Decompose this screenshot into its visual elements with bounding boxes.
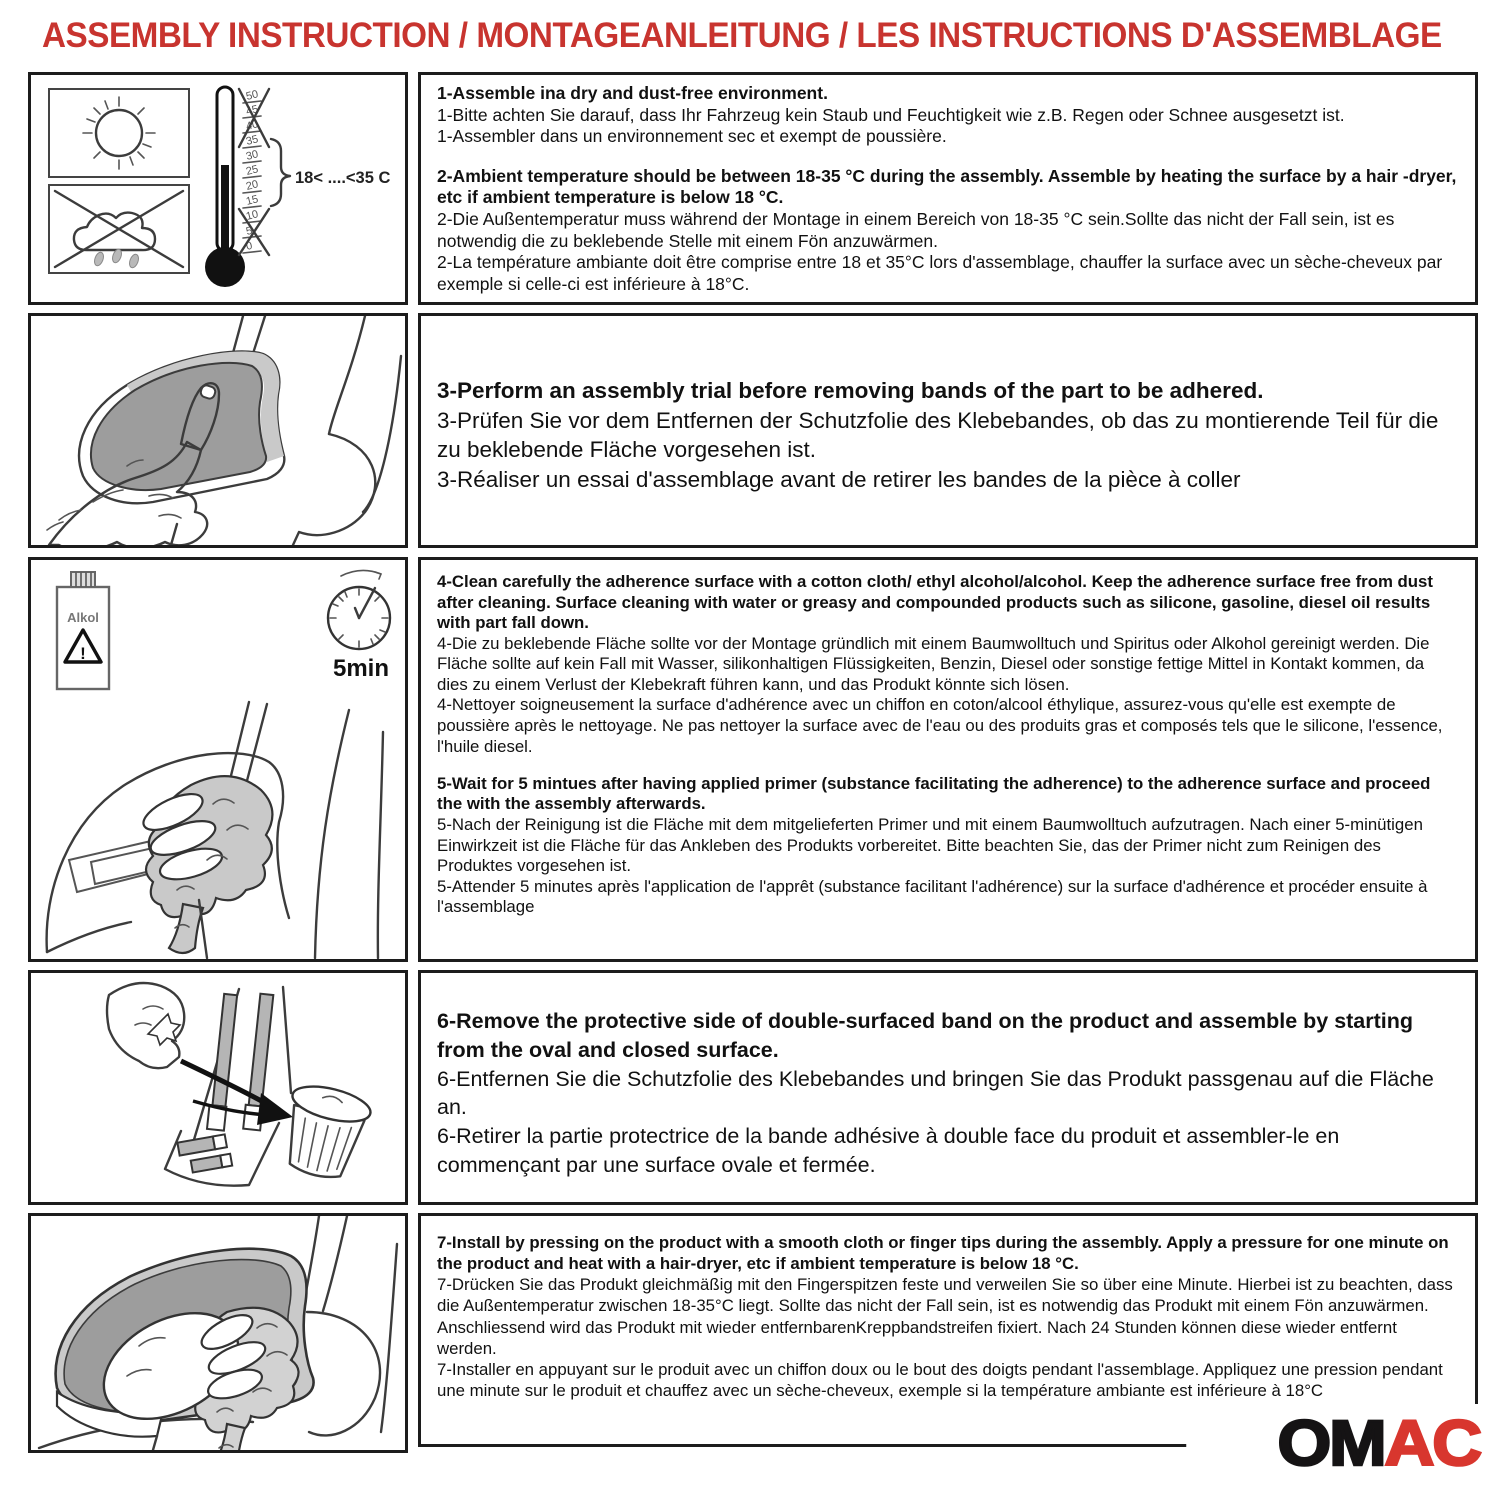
instruction-paragraph: 2-La température ambiante doit être comprise entre 18 et 35°C lors d'assemblage, chauffer la surface avec un sèche-cheveux par exemple si celle-ci est inférieure à 18°C. bbox=[437, 252, 1443, 294]
instruction-paragraph: 5-Nach der Reinigung ist die Fläche mit dem mitgelieferten Primer und mit einem Baumwolltuch aufzutragen. Nach einer 5-minütigen Einwirkzeit ist die Fläche für das Ankleben des Produkts vorbereitet. Bitte beachten Sie, das der Primer nicht zum Reinigen des Produktes vorgesehen ist. bbox=[437, 814, 1423, 876]
mirror-trial-illustration bbox=[31, 316, 405, 545]
instruction-paragraph: 6-Entfernen Sie die Schutzfolie des Klebebandes und bringen Sie das Produkt passgenau auf die Fläche an. bbox=[437, 1066, 1434, 1120]
wait-time-label: 5min bbox=[332, 655, 390, 682]
sun-icon bbox=[49, 89, 189, 177]
illustration-box-clean bbox=[28, 557, 408, 962]
svg-text:35: 35 bbox=[244, 133, 260, 148]
svg-text:45: 45 bbox=[244, 103, 260, 118]
instruction-paragraph: 7-Install by pressing on the product with a smooth cloth or finger tips during the assembly. Apply a pressure for one minute on the product and heat with a hair-dryer, etc if ambient temperature is below 18 °C. bbox=[437, 1233, 1449, 1274]
alcohol-bottle-icon bbox=[57, 572, 109, 689]
illustration-box-remove-band bbox=[28, 970, 408, 1205]
trash-bin-icon bbox=[275, 1080, 374, 1185]
svg-text:20: 20 bbox=[244, 178, 260, 193]
svg-text:50: 50 bbox=[244, 88, 260, 103]
clock-icon bbox=[328, 570, 390, 682]
temperature-range-label: 18< ....<35 C bbox=[295, 169, 391, 187]
clean-surface-illustration bbox=[31, 560, 405, 959]
environment-temperature-illustration bbox=[31, 75, 405, 302]
svg-text:Alkol: Alkol bbox=[67, 610, 99, 625]
instructions-step-4-5 bbox=[418, 557, 1478, 962]
illustration-box-environment bbox=[28, 72, 408, 305]
mirror-wipe-drawing bbox=[47, 702, 383, 958]
instruction-paragraph: 4-Nettoyer soigneusement la surface d'adhérence avec un chiffon en coton/alcool éthylique, assurez-vous qu'elle est exempte de poussière après le nettoyage. Ne pas nettoyer la surface avec de l'eau ou des produits gras et composés tels que le silicone, l'essence, l'huile diesel. bbox=[437, 695, 1443, 756]
illustration-box-trial bbox=[28, 313, 408, 548]
omac-logo bbox=[1186, 1404, 1480, 1482]
instructions-step-6 bbox=[418, 970, 1478, 1205]
page-title: ASSEMBLY INSTRUCTION / MONTAGEANLEITUNG / LES INSTRUCTIONS D'ASSEMBLAGE bbox=[42, 16, 1442, 55]
no-rain-icon bbox=[49, 185, 189, 273]
discard-arrow bbox=[181, 1061, 293, 1125]
thermometer-scale bbox=[239, 88, 269, 255]
peel-bands-illustration bbox=[31, 973, 405, 1202]
instruction-paragraph: 5-Attender 5 minutes après l'application de l'apprêt (substance facilitant l'adhérence) sur la surface d'adhérence et procéder ensuite à l'assemblage bbox=[437, 876, 1428, 917]
instruction-paragraph: 4-Clean carefully the adherence surface with a cotton cloth/ ethyl alcohol/alcohol. Keep the adherence surface free from dust after cleaning. Surface cleaning with water or greasy and compounded products such as silicone, gasoline, diesel oil results with part fall down. bbox=[437, 572, 1433, 633]
instruction-paragraph: 1-Assembler dans un environnement sec et exempt de poussière. bbox=[437, 126, 947, 147]
svg-text:25: 25 bbox=[244, 163, 260, 178]
instruction-paragraph: 5-Wait for 5 mintues after having applied primer (substance facilitating the adherence) to the adherence surface and proceed the with the assembly afterwards. bbox=[437, 773, 1431, 814]
instruction-paragraph: 3-Prüfen Sie vor dem Entfernen der Schutzfolie des Klebebandes, ob das zu montierende Teil für die zu beklebende Fläche vorgesehen ist. bbox=[437, 407, 1439, 463]
instruction-paragraph: 2-Die Außentemperatur muss während der Montage in einem Bereich von 18-35 °C sein.Sollte das nicht der Fall sein, ist es notwendig die zu beklebende Stelle mit einem Fön anzuwärmen. bbox=[437, 208, 1395, 251]
illustration-box-press bbox=[28, 1213, 408, 1453]
instructions-step-1-2 bbox=[418, 72, 1478, 305]
svg-text:0: 0 bbox=[244, 239, 254, 253]
instruction-paragraph: 3-Réaliser un essai d'assemblage avant de retirer les bandes de la pièce à coller bbox=[437, 467, 1241, 493]
instruction-paragraph: 3-Perform an assembly trial before removing bands of the part to be adhered. bbox=[437, 378, 1264, 403]
instructions-step-3 bbox=[418, 313, 1478, 548]
svg-text:10: 10 bbox=[244, 208, 260, 223]
omac-logo-red: AC bbox=[1384, 1407, 1480, 1479]
instruction-paragraph: 4-Die zu beklebende Fläche sollte vor der Montage gründlich mit einem Baumwolltuch und Spiritus oder Alkohol gereinigt werden. Die Fläche sollte auf kein Fall mit Wasser, silikonhaltigen Flüssigkeiten, Benzin, Diesel oder sonstige fettige Mittel in Kontakt kommen, da dies zu einem Verlust der Klebekraft führen kann, und das Produkt könnte sich lösen. bbox=[437, 633, 1430, 694]
instruction-paragraph: 6-Retirer la partie protectrice de la bande adhésive à double face du produit et assembler-le en commençant par une surface ovale et fermée. bbox=[437, 1124, 1340, 1177]
instruction-paragraph: 6-Remove the protective side of double-surfaced band on the product and assemble by starting from the oval and closed surface. bbox=[437, 1009, 1414, 1062]
svg-text:15: 15 bbox=[244, 193, 260, 208]
instruction-paragraph: 7-Drücken Sie das Produkt gleichmäßig mit den Fingerspitzen feste und verweilen Sie so über eine Minute. Hierbei ist zu beachten, dass die Außentemperatur zwischen 18-35°C liegt. Sollte das nicht der Fall sein, ist es notwendig das Produkt mit einem Fön anzuwärmen. Anschliessend wird das Produkt mit wieder entfernbarenKreppbandstreifen fixiert. Nach 24 Stunden können diese wieder entfernt werden. bbox=[437, 1275, 1453, 1358]
hand bbox=[107, 983, 184, 1068]
range-brace bbox=[271, 139, 290, 206]
omac-logo-black: OM bbox=[1277, 1407, 1385, 1479]
instruction-paragraph: 1-Assemble ina dry and dust-free environment. bbox=[437, 83, 828, 103]
instruction-paragraph: 1-Bitte achten Sie darauf, dass Ihr Fahrzeug kein Staub und Feuchtigkeit wie z.B. Regen oder Schnee ausgesetzt ist. bbox=[437, 104, 1345, 125]
press-install-illustration bbox=[31, 1216, 405, 1450]
thermometer-icon bbox=[205, 87, 245, 287]
svg-text:!: ! bbox=[80, 644, 86, 663]
svg-text:30: 30 bbox=[244, 148, 260, 163]
svg-text:5: 5 bbox=[244, 224, 254, 238]
svg-text:40: 40 bbox=[244, 118, 260, 133]
instruction-paragraph: 7-Installer en appuyant sur le produit avec un chiffon doux ou le bout des doigts pendant l'assemblage. Appliquez une pression pendant une minute sur le produit et chauffez avec un sèche-cheveux, exemple si la température ambiante est inférieure à 18°C bbox=[437, 1359, 1443, 1401]
instruction-paragraph: 2-Ambient temperature should be between 18-35 °C during the assembly. Assemble by heating the surface by a hair -dryer, etc if ambient temperature is below 18 °C. bbox=[437, 165, 1457, 208]
